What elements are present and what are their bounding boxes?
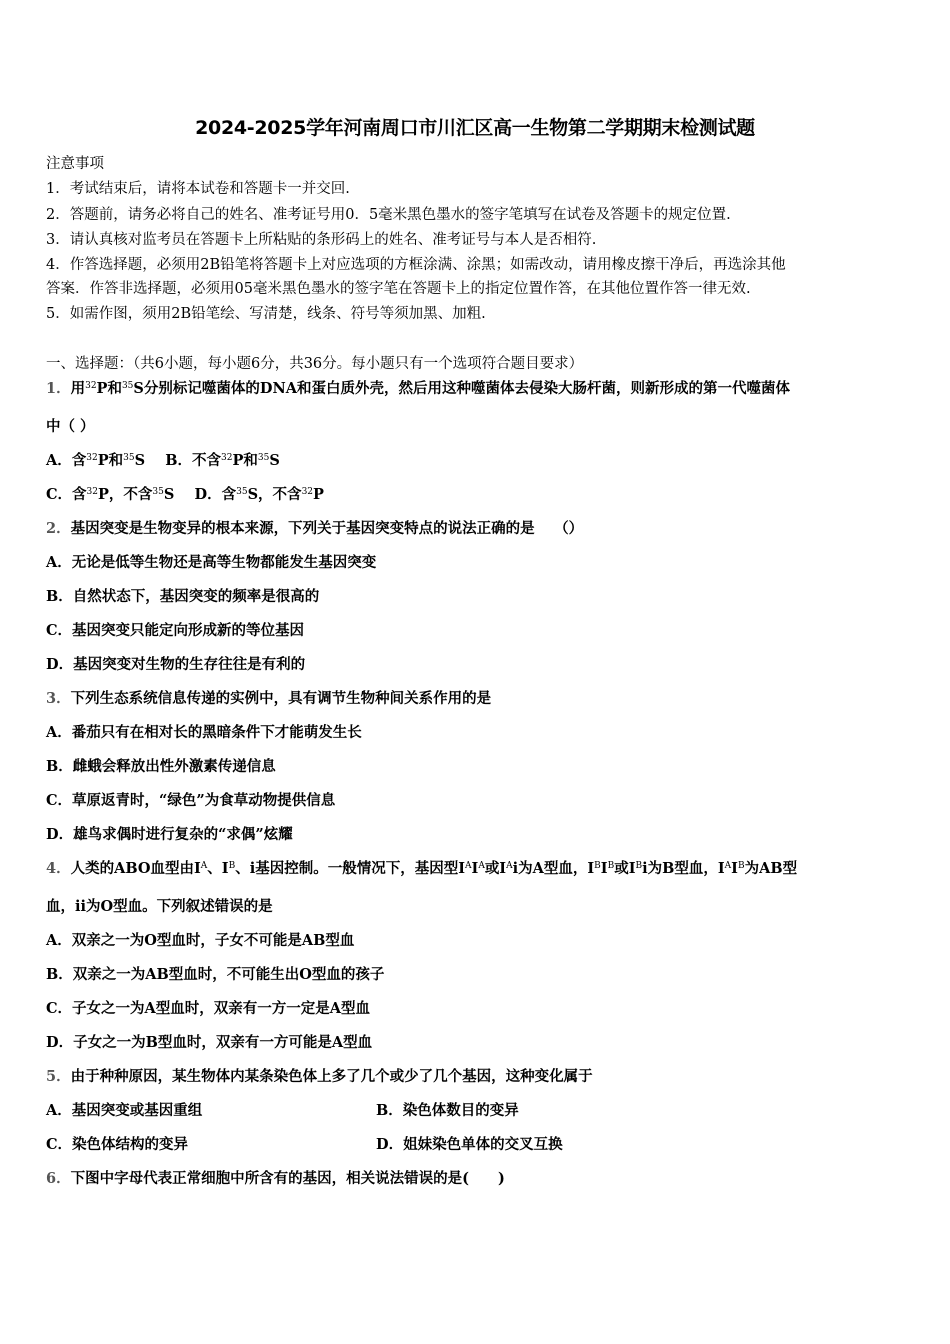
q4-stem: 4．人类的ABO血型由$I^A$、$I^B$、i基因控制。一般情况下，基因型$I^AI^A$或$I^Ai$为A型血，$I^BI^B$或$I^Bi$为B型血，$I^AI^B$为AB型: [46, 860, 798, 877]
q1-stem: [46, 377, 790, 398]
q1-number: 1．: [46, 380, 71, 397]
page-title: 2024-2025学年河南周口市川汇区高一生物第二学期期末检测试题: [195, 117, 755, 139]
q3-option-a: A．番茄只有在相对长的黑暗条件下才能萌发生长: [46, 724, 362, 741]
q3-option-b: B．雌蛾会释放出性外激素传递信息: [46, 758, 276, 775]
q2-option-d: D．基因突变对生物的生存往往是有利的: [46, 656, 306, 673]
q1-stem-cont: 中（ ）: [46, 418, 95, 435]
q3-stem: [46, 687, 491, 708]
q2-option-a: A．无论是低等生物还是高等生物都能发生基因突变: [46, 554, 377, 571]
section-heading: 一、选择题：（共6小题，每小题6分，共36分。每小题只有一个选项符合题目要求）: [46, 356, 584, 372]
q5-option-c: C．染色体结构的变异: [46, 1136, 189, 1153]
q1-option-d: D．含$^{35}$S，不含$^{32}$P: [194, 486, 324, 503]
q3-option-d: D．雄鸟求偶时进行复杂的“求偶”炫耀: [46, 826, 293, 843]
q1-text: P和: [96, 380, 122, 397]
q5-option-b: B．染色体数目的变异: [376, 1102, 519, 1119]
q3-option-c: C．草原返青时，“绿色”为食草动物提供信息: [46, 792, 336, 809]
q6-number: 6．: [46, 1170, 71, 1187]
q4-option-c: C．子女之一为A型血时，双亲有一方一定是A型血: [46, 1000, 371, 1017]
notice-item-5: 5．如需作图，须用2B铅笔绘、写清楚，线条、符号等须加黑、加粗.: [46, 306, 486, 322]
q4-number: 4．: [46, 860, 71, 877]
q1-option-b: B．不含$^{32}$P和$^{35}$S: [165, 452, 280, 469]
q6-text: 下图中字母代表正常细胞中所含有的基因，相关说法错误的是( ): [70, 1170, 505, 1187]
q4-option-b: B．双亲之一为AB型血时，不可能生出O型血的孩子: [46, 966, 385, 983]
q3-number: 3．: [46, 690, 71, 707]
q6-stem: [46, 1167, 505, 1188]
q2-text: 基因突变是生物变异的根本来源，下列关于基因突变特点的说法正确的是 （）: [70, 520, 584, 537]
q5-stem: [46, 1065, 593, 1086]
notice-heading: 注意事项: [46, 156, 104, 172]
q1-sup-35: 35: [121, 381, 134, 391]
q1-text: 用: [70, 380, 86, 397]
notice-item-3: 3．请认真核对监考员在答题卡上所粘贴的条形码上的姓名、准考证号与本人是否相符.: [46, 232, 597, 248]
q2-option-c: C．基因突变只能定向形成新的等位基因: [46, 622, 305, 639]
q5-text: 由于种种原因，某生物体内某条染色体上多了几个或少了几个基因，这种变化属于: [70, 1068, 593, 1085]
q4-option-a: A．双亲之一为O型血时，子女不可能是AB型血: [46, 932, 355, 949]
q1-options-cd: [46, 483, 324, 504]
q2-number: 2．: [46, 520, 71, 537]
notice-item-4: 4．作答选择题，必须用2B铅笔将答题卡上对应选项的方框涂满、涂黑；如需改动，请用橡皮擦干净后，再选涂其他: [46, 257, 786, 273]
q5-number: 5．: [46, 1068, 71, 1085]
q2-option-b: B．自然状态下，基因突变的频率是很高的: [46, 588, 320, 605]
q1-option-c: C．含$^{32}$P，不含$^{35}$S: [46, 486, 175, 503]
notice-item-1: 1．考试结束后，请将本试卷和答题卡一并交回.: [46, 181, 350, 197]
q1-sup-32: 32: [85, 381, 97, 391]
notice-item-4-cont: 答案．作答非选择题，必须用05毫米黑色墨水的签字笔在答题卡上的指定位置作答，在其他位置作答一律无效.: [46, 281, 751, 297]
q3-text: 下列生态系统信息传递的实例中，具有调节生物种间关系作用的是: [70, 690, 492, 707]
q1-options-ab: [46, 449, 280, 470]
q2-stem: [46, 517, 583, 538]
q4-option-d: D．子女之一为B型血时，双亲有一方可能是A型血: [46, 1034, 373, 1051]
q1-text: S分别标记噬菌体的DNA和蛋白质外壳，然后用这种噬菌体去侵染大肠杆菌，则新形成的第一代噬菌体: [133, 380, 790, 397]
notice-item-2: 2．答题前，请务必将自己的姓名、准考证号用0．5毫米黑色墨水的签字笔填写在试卷及答题卡的规定位置.: [46, 207, 731, 223]
q4-stem-cont: 血，ii为O型血。下列叙述错误的是: [46, 898, 273, 915]
q5-option-d: D．姐妹染色单体的交叉互换: [376, 1136, 563, 1153]
q1-option-a: A．含$^{32}$P和$^{35}$S: [46, 452, 146, 469]
q5-option-a: A．基因突变或基因重组: [46, 1102, 203, 1119]
